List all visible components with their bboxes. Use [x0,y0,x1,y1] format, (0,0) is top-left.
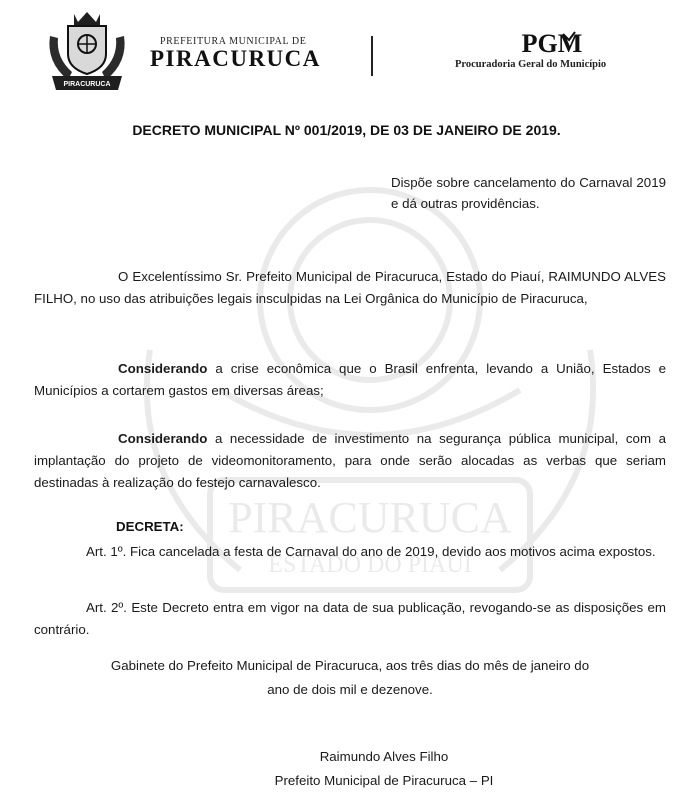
pgm-wordmark [455,28,655,78]
closing-line-2: ano de dois mil e dezenove. [267,682,433,697]
municipality-label: PREFEITURA MUNICIPAL DE [160,36,307,47]
pgm-name: Procuradoria Geral do Município [455,59,607,70]
considering-paragraph-1 [34,358,666,402]
decreta-heading: DECRETA: [116,519,184,534]
pgm-logo-text: PGM [521,29,583,58]
municipality-name: PIRACURUCA [150,46,321,71]
watermark-text-2: ESTADO DO PIAUÍ [268,552,472,578]
watermark-text-1: PIRACURUCA [228,493,512,542]
closing-statement [34,654,666,702]
decree-title: DECRETO MUNICIPAL Nº 001/2019, DE 03 DE JANEIRO DE 2019. [132,122,561,138]
considering-label-2: Considerando [118,431,208,446]
signature-block [34,745,693,793]
municipal-crest-logo [44,10,130,94]
decree-summary: Dispõe sobre cancelamento do Carnaval 2019 e dá outras providências. [391,175,666,211]
letterhead [0,0,693,100]
considering-text-2: a necessidade de investimento na segurança pública municipal, com a implantação do projeto de videomonitoramento, para onde serão alocadas as verbas que seriam destinadas à realização do festejo carnavalesco. [34,431,666,490]
article-1 [34,541,666,563]
municipality-wordmark [150,34,340,74]
article-2 [34,597,666,641]
considering-label-1: Considerando [118,361,208,376]
considering-text-1: a crise econômica que o Brasil enfrenta, levando a União, Estados e Municípios a cortarem gastos em diversas áreas; [34,361,667,398]
signature-title: Prefeito Municipal de Piracuruca – PI [274,773,494,788]
pgm-logo [517,28,587,58]
signature-name: Raimundo Alves Filho [319,749,449,764]
considering-paragraph-2 [34,428,666,494]
preamble-paragraph [34,266,666,310]
closing-line-1: Gabinete do Prefeito Municipal de Piracuruca, aos três dias do mês de janeiro do [110,658,590,673]
crest-banner-text: PIRACURUCA [63,81,111,88]
article-2-text: Art. 2º. Este Decreto entra em vigor na data de sua publicação, revogando-se as disposições em contrário. [34,600,666,637]
article-1-text: Art. 1º. Fica cancelada a festa de Carnaval do ano de 2019, devido aos motivos acima expostos. [86,544,656,559]
header-divider [371,36,373,76]
preamble-text: O Excelentíssimo Sr. Prefeito Municipal de Piracuruca, Estado do Piauí, RAIMUNDO ALVES FILHO, no uso das atribuições legais insculpidas na Lei Orgânica do Município de Piracuruca, [34,269,666,306]
